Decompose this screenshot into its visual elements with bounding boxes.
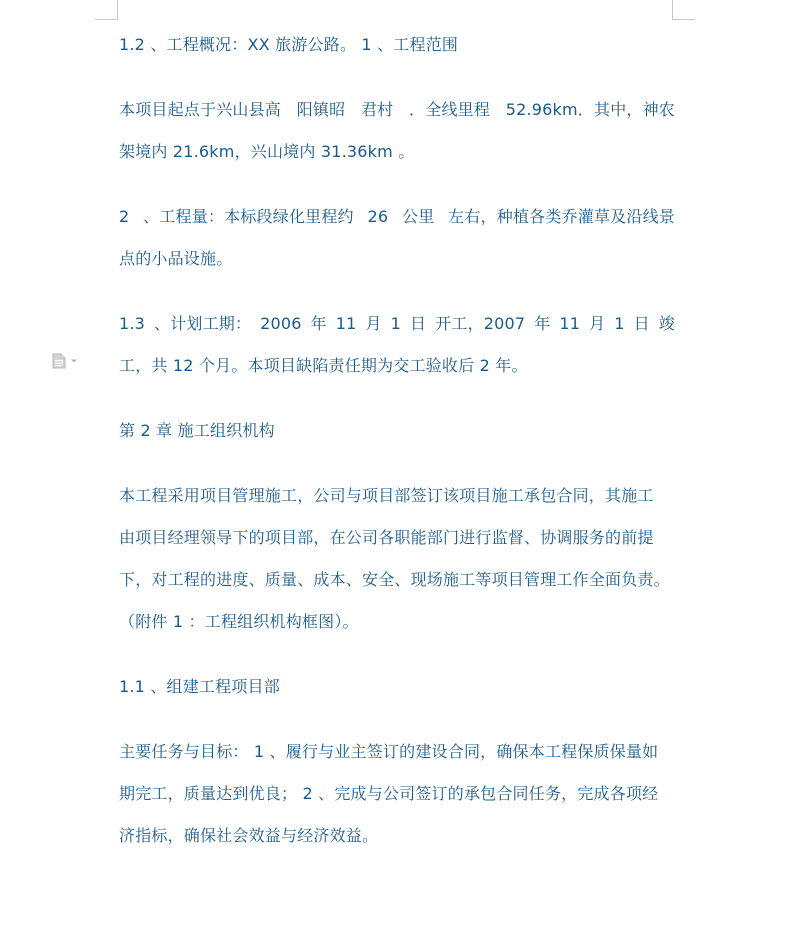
crop-mark-top-right-horizontal <box>672 19 695 20</box>
text-segment: 、工程量：本标段绿化里程约 <box>143 207 354 226</box>
text-line: 工，共 12 个月。本项目缺陷责任期为交工验收后 2 年。 <box>119 356 528 375</box>
text-segment: 1.3 <box>119 314 146 333</box>
text-line: 本工程采用项目管理施工，公司与项目部签订该项目施工承包合同，其施工 <box>119 486 654 505</box>
paragraph-gap <box>119 708 675 731</box>
paragraph-organization <box>119 475 675 643</box>
text-segment: 日 <box>633 314 650 333</box>
text-segment: 开工，2007 <box>435 314 526 333</box>
crop-mark-top-left-horizontal <box>95 19 118 20</box>
text-segment: 、计划工期： <box>154 314 252 333</box>
text-line: 架境内 21.6km，兴山境内 31.36km 。 <box>119 142 415 161</box>
chapter-heading <box>119 410 675 452</box>
text-segment: 1 <box>614 314 625 333</box>
text-line: 1.1 、组建工程项目部 <box>119 677 280 696</box>
document-body <box>119 24 675 857</box>
text-line: 济指标，确保社会效益与经济效益。 <box>119 826 379 845</box>
text-segment: 左右，种植各类乔灌草及沿线景 <box>448 207 675 226</box>
document-icon <box>52 353 66 369</box>
text-segment: 月 <box>589 314 606 333</box>
text-segment: 26 <box>367 207 389 226</box>
text-segment: 阳镇昭 <box>296 100 346 119</box>
text-segment: 11 <box>559 314 581 333</box>
text-segment: 本项目起点于兴山县高 <box>119 100 282 119</box>
text-segment: 竣 <box>658 314 675 333</box>
crop-mark-top-left-vertical <box>117 0 118 20</box>
text-segment: 公里 <box>402 207 435 226</box>
caret-down-icon <box>70 358 78 364</box>
paragraph-gap <box>119 66 675 89</box>
paragraph-gap <box>119 280 675 303</box>
text-segment: ．全线里程 <box>409 100 491 119</box>
text-line: 主要任务与目标： 1 、履行与业主签订的建设合同，确保本工程保质保量如 <box>119 742 659 761</box>
text-line: 由项目经理领导下的项目部，在公司各职能部门进行监督、协调服务的前提 <box>119 528 654 547</box>
text-segment: 11 <box>335 314 357 333</box>
text-line: 点的小品设施。 <box>119 249 233 268</box>
text-segment: 日 <box>410 314 427 333</box>
text-segment: 2 <box>119 207 130 226</box>
paragraph-handle-button[interactable] <box>52 352 80 370</box>
text-segment: 年 <box>534 314 551 333</box>
text-line <box>119 303 675 345</box>
paragraph-schedule <box>119 303 675 387</box>
text-segment: 月 <box>365 314 382 333</box>
text-line: 1.2 、工程概况：XX 旅游公路。 1 、工程范围 <box>119 35 459 54</box>
crop-mark-top-right-vertical <box>672 0 673 20</box>
paragraph-gap <box>119 387 675 410</box>
text-segment: 52.96km．其中，神农 <box>505 100 675 119</box>
text-line <box>119 196 675 238</box>
text-line: 期完工，质量达到优良； 2 、完成与公司签订的承包合同任务，完成各项经 <box>119 784 659 803</box>
paragraph-gap <box>119 452 675 475</box>
text-line <box>119 89 675 131</box>
paragraph-section-1-1 <box>119 666 675 708</box>
text-segment: 年 <box>310 314 327 333</box>
text-segment: 君村 <box>360 100 394 119</box>
text-line: 下，对工程的进度、质量、成本、安全、现场施工等项目管理工作全面负责。 <box>119 570 670 589</box>
text-line: 第 2 章 施工组织机构 <box>119 421 275 440</box>
paragraph-workload <box>119 196 675 280</box>
paragraph-project-start <box>119 89 675 173</box>
text-segment: 1 <box>390 314 402 333</box>
paragraph-tasks <box>119 731 675 857</box>
paragraph-gap <box>119 643 675 666</box>
text-segment: 2006 <box>260 314 302 333</box>
paragraph-section-1-2 <box>119 24 675 66</box>
paragraph-gap <box>119 173 675 196</box>
text-line: （附件 1 ：工程组织机构框图）。 <box>119 612 359 631</box>
